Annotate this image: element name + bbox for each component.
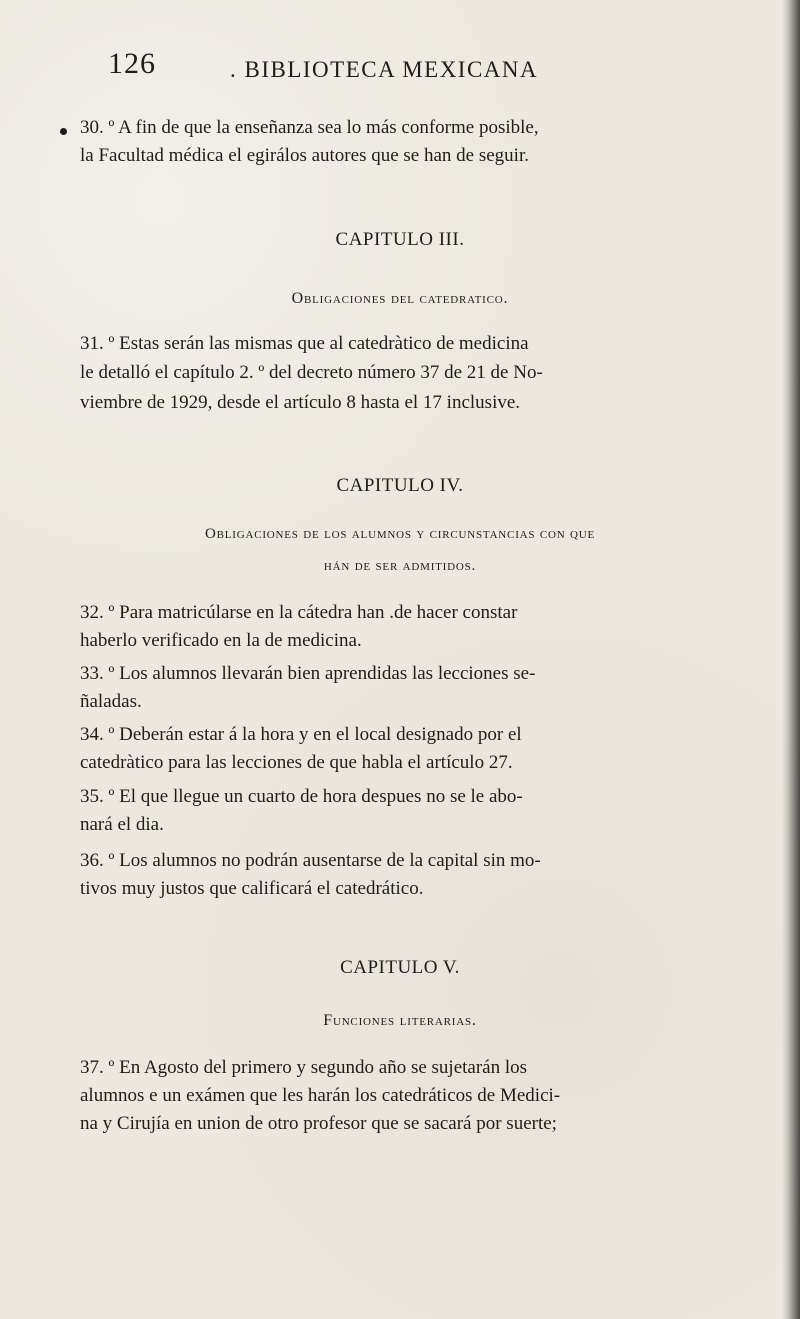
article-35-line-2: nará el dia.: [80, 814, 164, 835]
article-37-line-1: 37. º En Agosto del primero y segundo año se sujetarán los: [80, 1057, 528, 1078]
chapter-4-subtitle-line-1: Obligaciones de los alumnos y circunstancias con que: [204, 526, 596, 542]
article-34-line-2: catedràtico para las lecciones de que habla el artículo 27.: [80, 752, 513, 773]
article-35-line-1: 35. º El que llegue un cuarto de hora despues no se le abo-: [80, 786, 523, 807]
article-32-line-1: 32. º Para matricúlarse en la cátedra han .de hacer constar: [80, 602, 518, 623]
chapter-3-subtitle: Obligaciones del catedratico.: [291, 290, 509, 307]
article-37-line-2: alumnos e un exámen que les harán los catedráticos de Medici-: [80, 1085, 561, 1106]
chapter-4-title: CAPITULO IV.: [336, 475, 464, 496]
article-33-line-2: ñaladas.: [80, 691, 142, 712]
chapter-3-title: CAPITULO III.: [335, 229, 465, 250]
article-31-line-1: 31. º Estas serán las mismas que al catedràtico de medicina: [80, 333, 529, 354]
article-34-line-1: 34. º Deberán estar á la hora y en el local designado por el: [80, 724, 522, 745]
running-title: . BIBLIOTECA MEXICANA: [230, 57, 539, 82]
article-36-line-1: 36. º Los alumnos no podrán ausentarse de la capital sin mo-: [80, 850, 541, 871]
page-binding-edge: [782, 0, 800, 1319]
chapter-5-subtitle: Funciones literarias.: [323, 1012, 477, 1029]
article-30-line-1: 30. º A fin de que la enseñanza sea lo más conforme posible,: [80, 117, 539, 138]
article-32-line-2: haberlo verificado en la de medicina.: [80, 630, 362, 651]
article-36-line-2: tivos muy justos que calificará el catedrático.: [80, 878, 424, 899]
margin-bullet-mark: [60, 128, 67, 135]
article-33-line-1: 33. º Los alumnos llevarán bien aprendidas las lecciones se-: [80, 663, 536, 684]
article-37-line-3: na y Cirujía en union de otro profesor que se sacará por suerte;: [80, 1113, 557, 1134]
page-number: 126: [108, 47, 156, 80]
page-header: [108, 47, 578, 89]
chapter-4-subtitle-line-2: hán de ser admitidos.: [323, 558, 477, 574]
article-31-line-2: le detalló el capítulo 2. º del decreto número 37 de 21 de No-: [80, 362, 543, 383]
chapter-5-title: CAPITULO V.: [340, 957, 460, 978]
article-31-line-3: viembre de 1929, desde el artículo 8 hasta el 17 inclusive.: [80, 392, 521, 413]
article-30-line-2: la Facultad médica el egirálos autores que se han de seguir.: [80, 145, 529, 166]
